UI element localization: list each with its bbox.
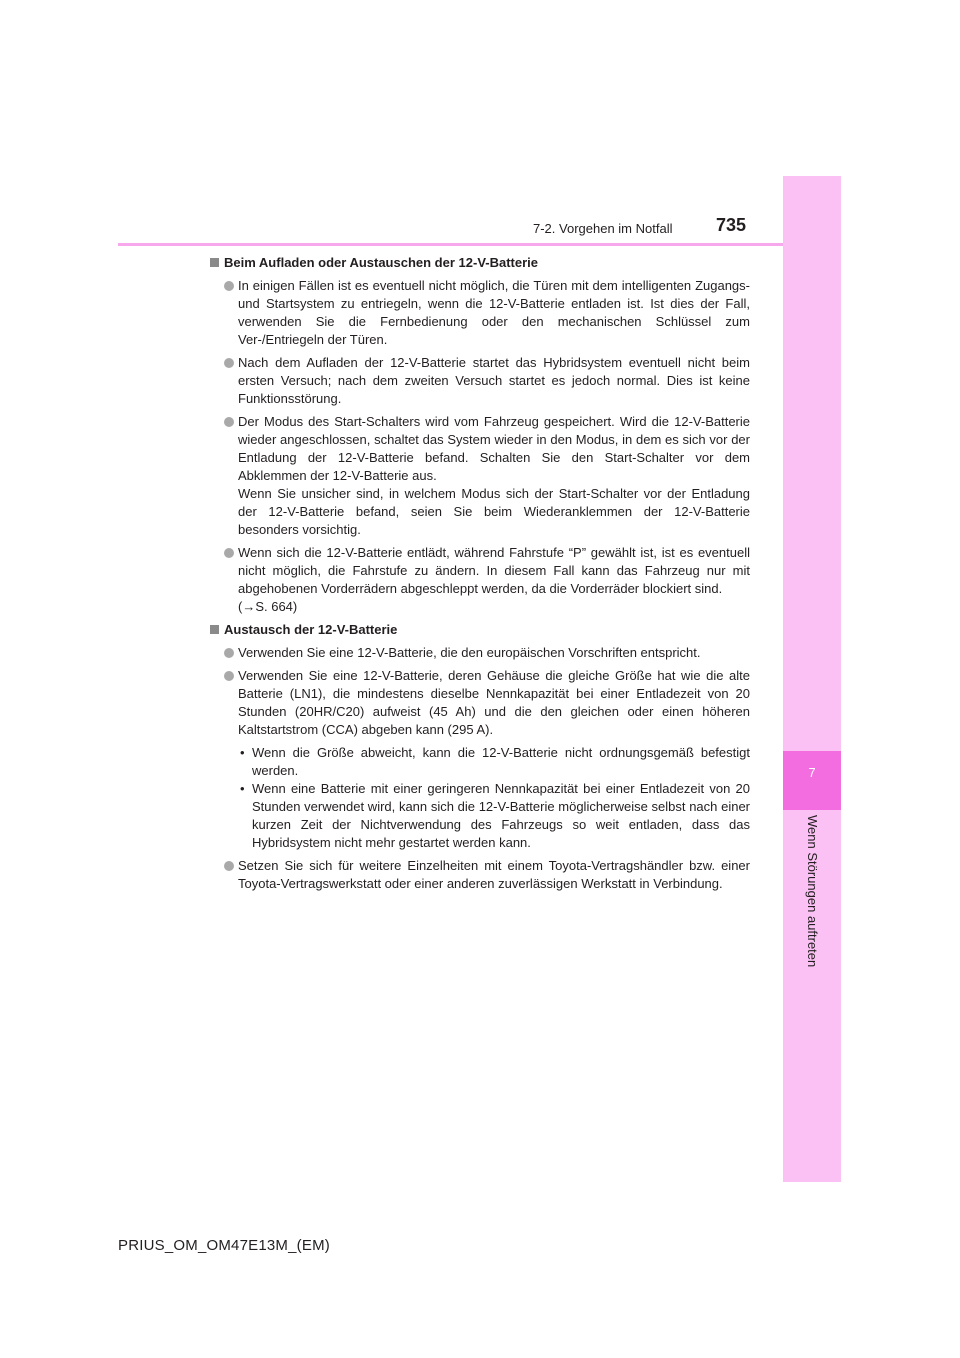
square-bullet-icon: [210, 625, 219, 634]
circle-bullet-icon: [224, 861, 234, 871]
section-heading: Austausch der 12-V-Batterie: [210, 621, 750, 639]
chapter-tab-active: [783, 751, 841, 810]
list-item: Wenn sich die 12-V-Batterie entlädt, während Fahrstufe “P” gewählt ist, ist es eventuell nicht möglich, die Fahrstufe zu ändern. In diesem Fall kann das Fahrzeug nur mit abgehobenen Vorderrädern abgeschleppt werden, da die Vorderräder blockiert sind. (→S. 664): [210, 544, 750, 616]
sub-list-item: • Wenn eine Batterie mit einer geringeren Nennkapazität bei einer Entladezeit von 20 Stunden verwendet wird, kann sich die 12-V-Batterie möglicherweise selbst nach einer kurzen Zeit der Nichtverwendung des Fahrzeugs so weit entladen, dass das Hybridsystem nicht mehr gestartet werden kann.: [240, 781, 750, 850]
circle-bullet-icon: [224, 281, 234, 291]
sub-list: [210, 744, 750, 852]
dot-marker: •: [240, 745, 245, 760]
page-number: 735: [716, 215, 747, 235]
circle-bullet-icon: [224, 548, 234, 558]
header-divider: [118, 243, 783, 246]
page-content: [210, 254, 750, 898]
dot-marker: •: [240, 781, 245, 796]
list-item: Nach dem Aufladen der 12-V-Batterie startet das Hybridsystem eventuell nicht beim ersten Versuch; nach dem zweiten Versuch startet es jedoch normal. Dies ist keine Funktionsstörung.: [210, 354, 750, 408]
list-item: Verwenden Sie eine 12-V-Batterie, die den europäischen Vorschriften entspricht.: [210, 644, 750, 662]
list-item: Der Modus des Start-Schalters wird vom Fahrzeug gespeichert. Wird die 12-V-Batterie wieder angeschlossen, schaltet das System wieder in den Modus, in dem es sich vor der Entladung der 12-V-Batterie befand. Schalten Sie den Start-Schalter vor dem Abklemmen der 12-V-Batterie aus. Wenn Sie unsicher sind, in welchem Modus sich der Start-Schalter vor der Entladung der 12-V-Batterie befand, seien Sie beim Wiederanklemmen der 12-V-Batterie besonders vorsichtig.: [210, 413, 750, 539]
circle-bullet-icon: [224, 358, 234, 368]
circle-bullet-icon: [224, 417, 234, 427]
chapter-side-tab: [783, 176, 841, 1182]
chapter-title: Wenn Störungen auftreten: [805, 815, 820, 968]
list-item: Verwenden Sie eine 12-V-Batterie, deren Gehäuse die gleiche Größe hat wie die alte Batterie (LN1), die mindestens dieselbe Nennkapazität bei einer Entladezeit von 20 Stunden (20HR/C20) aufweist (45 Ah) und die den gleichen oder einen höheren Kaltstartstrom (CCA) abgeben kann (295 A).: [210, 667, 750, 739]
list-item: In einigen Fällen ist es eventuell nicht möglich, die Türen mit dem intelligenten Zugangs- und Startsystem zu entriegeln, wenn die 12-V-Batterie entladen ist. Ist dies der Fall, verwenden Sie die Fernbedienung oder den mechanischen Schlüssel zum Ver-/Entriegeln der Türen.: [210, 277, 750, 349]
list-item: Setzen Sie sich für weitere Einzelheiten mit einem Toyota-Vertragshändler bzw. einer Toyota-Vertragswerkstatt oder einer anderen zuverlässigen Werkstatt in Verbindung.: [210, 857, 750, 893]
document-code: PRIUS_OM_OM47E13M_(EM): [118, 1237, 330, 1254]
square-bullet-icon: [210, 258, 219, 267]
page-reference-link[interactable]: (→S. 664): [238, 599, 298, 614]
section-heading: Beim Aufladen oder Austauschen der 12-V-Batterie: [210, 254, 750, 272]
sub-list-item: • Wenn die Größe abweicht, kann die 12-V-Batterie nicht ordnungsgemäß befestigt werden.: [240, 745, 750, 778]
circle-bullet-icon: [224, 671, 234, 681]
section-title: 7-2. Vorgehen im Notfall: [533, 221, 673, 236]
circle-bullet-icon: [224, 648, 234, 658]
chapter-number: 7: [808, 765, 816, 780]
